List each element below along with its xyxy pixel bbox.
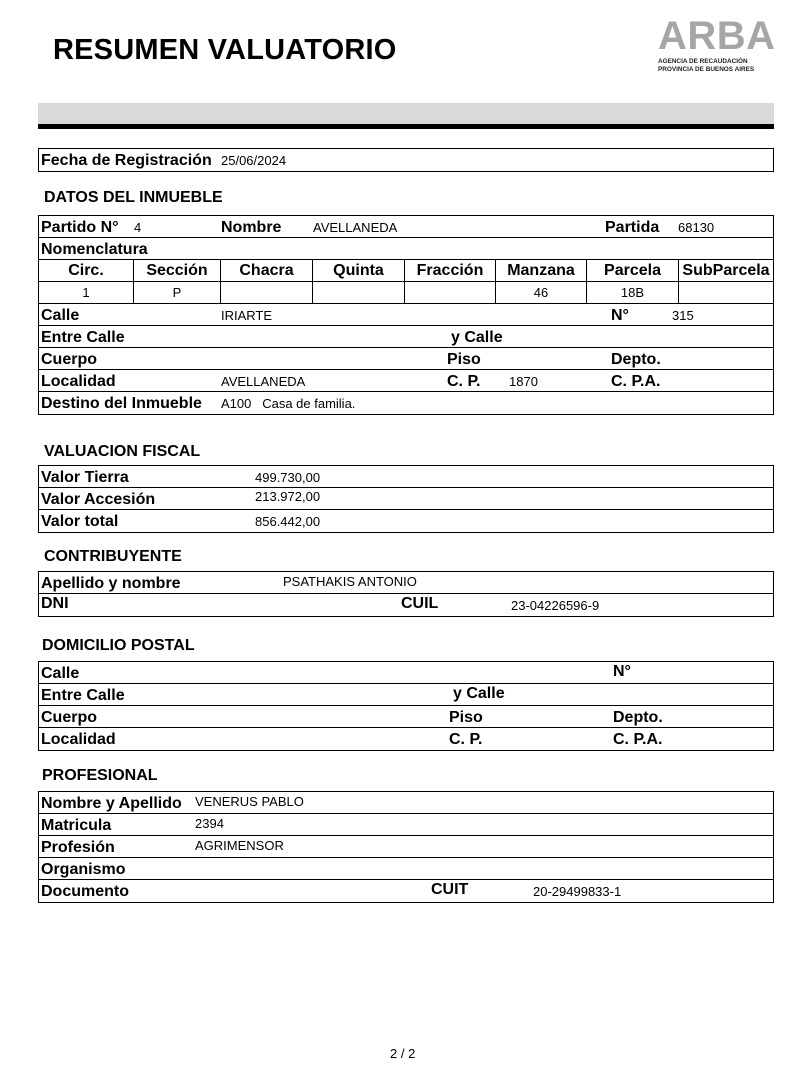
matricula-label: Matricula xyxy=(41,817,112,834)
domicilio-cpa-label: C. P.A. xyxy=(613,731,663,748)
entre-calle-label: Entre Calle xyxy=(41,329,125,346)
domicilio-localidad-label: Localidad xyxy=(41,731,116,748)
nom-header-manzana: Manzana xyxy=(496,260,587,281)
domicilio-calle-row xyxy=(39,662,773,684)
logo-word: ARBA xyxy=(658,14,776,58)
cp-label: C. P. xyxy=(447,373,481,390)
cuil-value: 23-04226596-9 xyxy=(511,598,600,613)
contribuyente-nombre-label: Apellido y nombre xyxy=(41,575,181,592)
nom-value-chacra xyxy=(221,282,313,303)
page-title: RESUMEN VALUATORIO xyxy=(53,34,397,66)
nom-value-fraccion xyxy=(405,282,496,303)
contribuyente-nombre-value: PSATHAKIS ANTONIO xyxy=(283,574,417,589)
nomenclatura-label: Nomenclatura xyxy=(41,241,148,258)
destino-label: Destino del Inmueble xyxy=(41,395,202,412)
profesion-value: AGRIMENSOR xyxy=(195,838,284,853)
domicilio-numero-label: N° xyxy=(613,663,631,680)
domicilio-entre-calle-label: Entre Calle xyxy=(41,687,125,704)
section-valuacion: VALUACION FISCAL xyxy=(44,443,201,460)
valuacion-box xyxy=(38,465,774,533)
nomenclatura-value-row xyxy=(39,282,773,304)
nom-header-parcela: Parcela xyxy=(587,260,679,281)
profesional-matricula-row xyxy=(39,814,773,836)
valor-total-label: Valor total xyxy=(41,513,119,530)
nom-value-seccion: P xyxy=(134,282,221,303)
partida-label: Partida xyxy=(605,219,660,236)
cuit-label: CUIT xyxy=(431,881,469,898)
section-inmueble: DATOS DEL INMUEBLE xyxy=(44,189,223,206)
page-number: 2 / 2 xyxy=(390,1046,416,1061)
cp-value: 1870 xyxy=(509,374,538,389)
domicilio-cuerpo-label: Cuerpo xyxy=(41,709,97,726)
destino-value: A100 Casa de familia. xyxy=(221,396,356,411)
contribuyente-box xyxy=(38,571,774,617)
domicilio-piso-label: Piso xyxy=(449,709,483,726)
domicilio-entre-calle-row xyxy=(39,684,773,706)
depto-label: Depto. xyxy=(611,351,661,368)
domicilio-depto-label: Depto. xyxy=(613,709,663,726)
cuerpo-label: Cuerpo xyxy=(41,351,97,368)
valor-accesion-value: 213.972,00 xyxy=(255,489,321,504)
y-calle-label: y Calle xyxy=(451,329,503,346)
nom-header-circ: Circ. xyxy=(39,260,134,281)
dni-label: DNI xyxy=(41,595,69,612)
nom-value-parcela: 18B xyxy=(587,282,679,303)
partida-value: 68130 xyxy=(678,220,715,235)
nom-header-seccion: Sección xyxy=(134,260,221,281)
inmueble-destino-row xyxy=(39,392,773,414)
matricula-value: 2394 xyxy=(195,816,224,831)
logo-line-1: AGENCIA DE RECAUDACIÓN xyxy=(658,58,748,65)
valor-tierra-value: 499.730,00 xyxy=(255,470,321,485)
profesional-organismo-row xyxy=(39,858,773,880)
localidad-label: Localidad xyxy=(41,373,116,390)
documento-label: Documento xyxy=(41,883,129,900)
localidad-value: AVELLANEDA xyxy=(221,374,306,389)
valuacion-row xyxy=(39,466,773,488)
nom-value-circ: 1 xyxy=(39,282,134,303)
numero-label: N° xyxy=(611,307,629,324)
domicilio-box xyxy=(38,661,774,751)
inmueble-calle-row xyxy=(39,304,773,326)
nom-header-chacra: Chacra xyxy=(221,260,313,281)
calle-value: IRIARTE xyxy=(221,308,273,323)
nom-value-quinta xyxy=(313,282,405,303)
partido-label: Partido N° xyxy=(41,219,119,236)
piso-label: Piso xyxy=(447,351,481,368)
partido-value: 4 xyxy=(134,220,142,235)
nom-header-subparcela: SubParcela xyxy=(682,261,770,279)
domicilio-calle-label: Calle xyxy=(41,665,80,682)
registro-row xyxy=(39,149,773,171)
nom-header-fraccion: Fracción xyxy=(405,260,496,281)
logo-line-2: PROVINCIA DE BUENOS AIRES xyxy=(658,66,755,73)
valor-accesion-label: Valor Accesión xyxy=(41,491,156,508)
nombre-value: AVELLANEDA xyxy=(313,220,398,235)
contribuyente-nombre-row xyxy=(39,572,773,594)
numero-value: 315 xyxy=(672,308,694,323)
registro-box xyxy=(38,148,774,172)
inmueble-entre-calle-row xyxy=(39,326,773,348)
profesional-box xyxy=(38,791,774,903)
inmueble-partido-row xyxy=(39,216,773,238)
domicilio-y-calle-label: y Calle xyxy=(453,685,505,702)
valor-tierra-label: Valor Tierra xyxy=(41,469,129,486)
header-black-band xyxy=(38,124,774,129)
profesional-profesion-row xyxy=(39,836,773,858)
inmueble-box xyxy=(38,215,774,415)
arba-logo xyxy=(658,16,774,74)
header-grey-band xyxy=(38,103,774,124)
nom-value-manzana: 46 xyxy=(496,282,587,303)
section-contribuyente: CONTRIBUYENTE xyxy=(44,548,182,565)
registro-value: 25/06/2024 xyxy=(221,153,287,168)
cuit-value: 20-29499833-1 xyxy=(533,884,622,899)
profesional-documento-row xyxy=(39,880,773,902)
profesional-nombre-value: VENERUS PABLO xyxy=(195,794,304,809)
domicilio-cuerpo-row xyxy=(39,706,773,728)
section-domicilio: DOMICILIO POSTAL xyxy=(42,637,195,654)
nom-header-quinta: Quinta xyxy=(313,260,405,281)
cpa-label: C. P.A. xyxy=(611,373,661,390)
profesional-nombre-label: Nombre y Apellido xyxy=(41,795,182,812)
registro-label: Fecha de Registración xyxy=(41,152,212,169)
nom-value-subparcela xyxy=(679,282,773,303)
valuacion-row xyxy=(39,488,773,510)
nomenclatura-row xyxy=(39,238,773,260)
section-profesional: PROFESIONAL xyxy=(42,767,158,784)
cuil-label: CUIL xyxy=(401,595,439,612)
inmueble-localidad-row xyxy=(39,370,773,392)
domicilio-localidad-row xyxy=(39,728,773,750)
inmueble-cuerpo-row xyxy=(39,348,773,370)
domicilio-cp-label: C. P. xyxy=(449,731,483,748)
profesional-nombre-row xyxy=(39,792,773,814)
nomenclatura-header-row xyxy=(39,260,773,282)
profesion-label: Profesión xyxy=(41,839,115,856)
calle-label: Calle xyxy=(41,307,80,324)
valuacion-row xyxy=(39,510,773,532)
valor-total-value: 856.442,00 xyxy=(255,514,321,529)
nombre-label: Nombre xyxy=(221,219,282,236)
contribuyente-dni-row xyxy=(39,594,773,616)
organismo-label: Organismo xyxy=(41,861,126,878)
